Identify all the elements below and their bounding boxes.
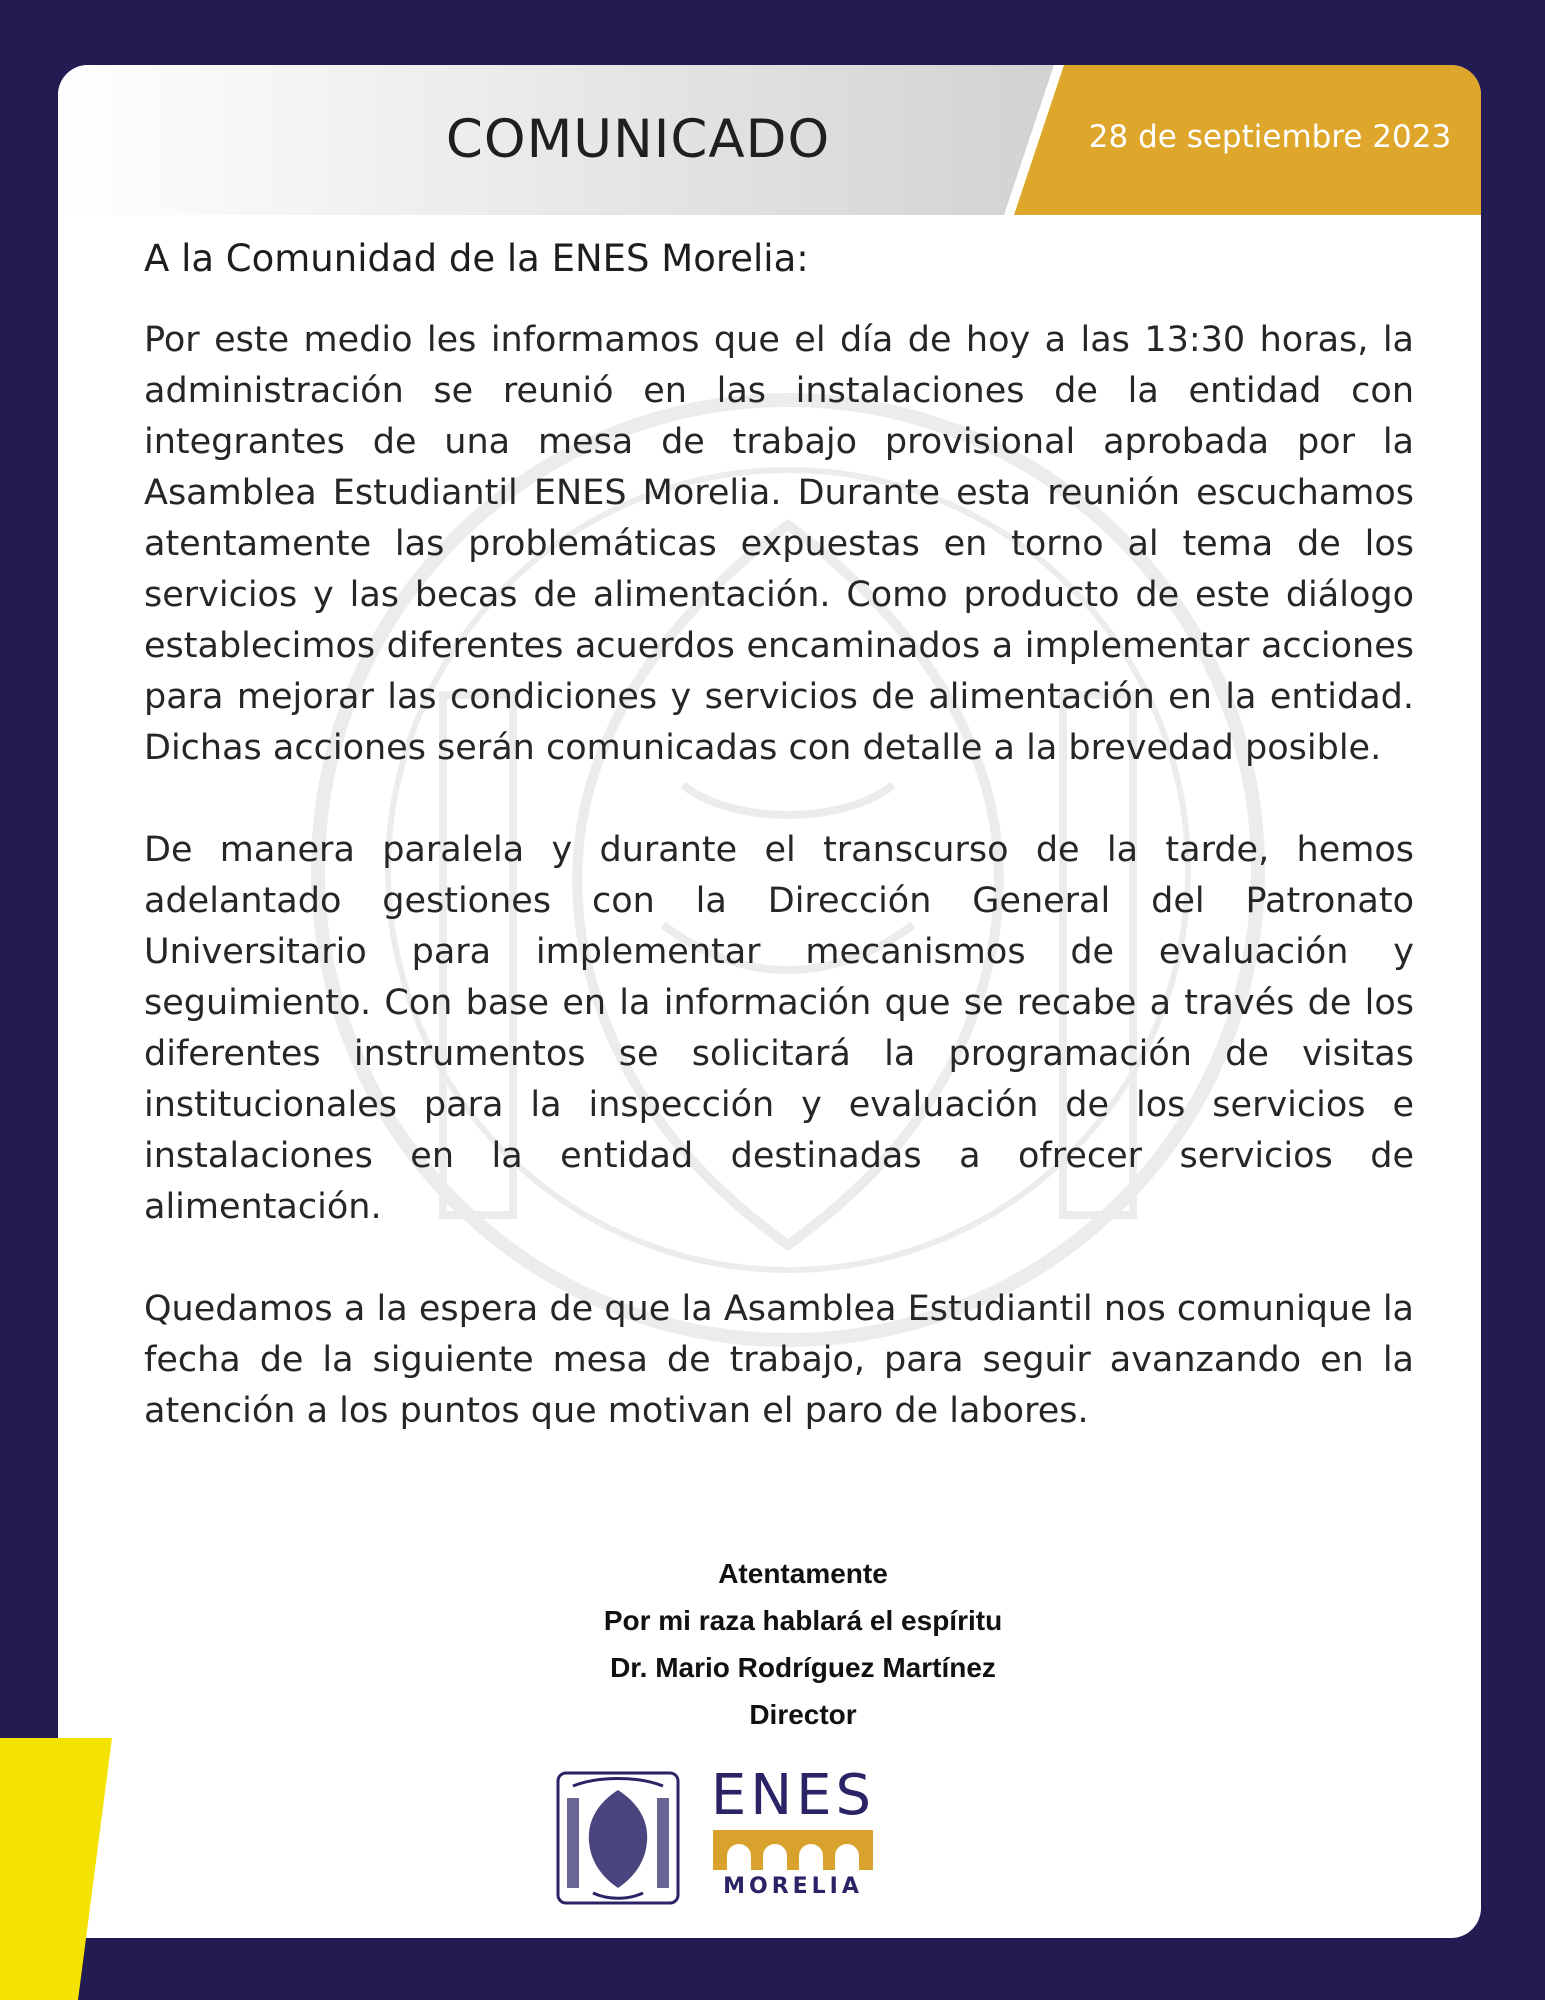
enes-wordmark: ENES (710, 1763, 876, 1828)
yellow-corner-accent (0, 1738, 115, 2000)
document-card (58, 65, 1481, 1938)
enes-morelia-logo (703, 1763, 883, 1908)
signature-motto: Por mi raza hablará el espíritu (603, 1605, 1003, 1636)
signature-name: Dr. Mario Rodríguez Martínez (610, 1652, 996, 1683)
logos (553, 1763, 883, 1908)
letter-body (144, 315, 1414, 1437)
salutation: A la Comunidad de la ENES Morelia: (144, 237, 809, 280)
signature-role: Director (749, 1699, 857, 1730)
paragraph: Por este medio les informamos que el día de hoy a las 13:30 horas, la administración se reunió en las instalaciones de la entidad con integrantes de una mesa de trabajo provisional aprobada por la Asamblea Estudiantil ENES Morelia. Durante esta reunión escuchamos atentamente las problemáticas expuestas en torno al tema de los servicios y las becas de alimentación. Como producto de este diálogo establecimos diferentes acuerdos encaminados a implementar acciones para mejorar las condiciones y servicios de alimentación en la entidad. Dichas acciones serán comunicadas con detalle a la brevedad posible. (144, 320, 1414, 768)
paragraph: De manera paralela y durante el transcurso de la tarde, hemos adelantado gestiones con la Dirección General del Patronato Universitario para implementar mecanismos de evaluación y seguimiento. Con base en la información que se recabe a través de los diferentes instrumentos se solicitará la programación de visitas institucionales para la inspección y evaluación de los servicios e instalaciones en la entidad destinadas a ofrecer servicios de alimentación. (144, 830, 1414, 1227)
signature-closing: Atentamente (718, 1558, 888, 1589)
document-date: 28 de septiembre 2023 (1088, 119, 1452, 155)
signature-block (418, 1550, 1188, 1738)
morelia-wordmark: MORELIA (723, 1874, 863, 1899)
paragraph: Quedamos a la espera de que la Asamblea Estudiantil nos comunique la fecha de la siguiente mesa de trabajo, para seguir avanzando en la atención a los puntos que motivan el paro de labores. (144, 1289, 1414, 1431)
page-title: COMUNICADO (445, 109, 831, 170)
unam-seal-icon (553, 1768, 683, 1908)
aqueduct-arches-icon (713, 1830, 873, 1870)
